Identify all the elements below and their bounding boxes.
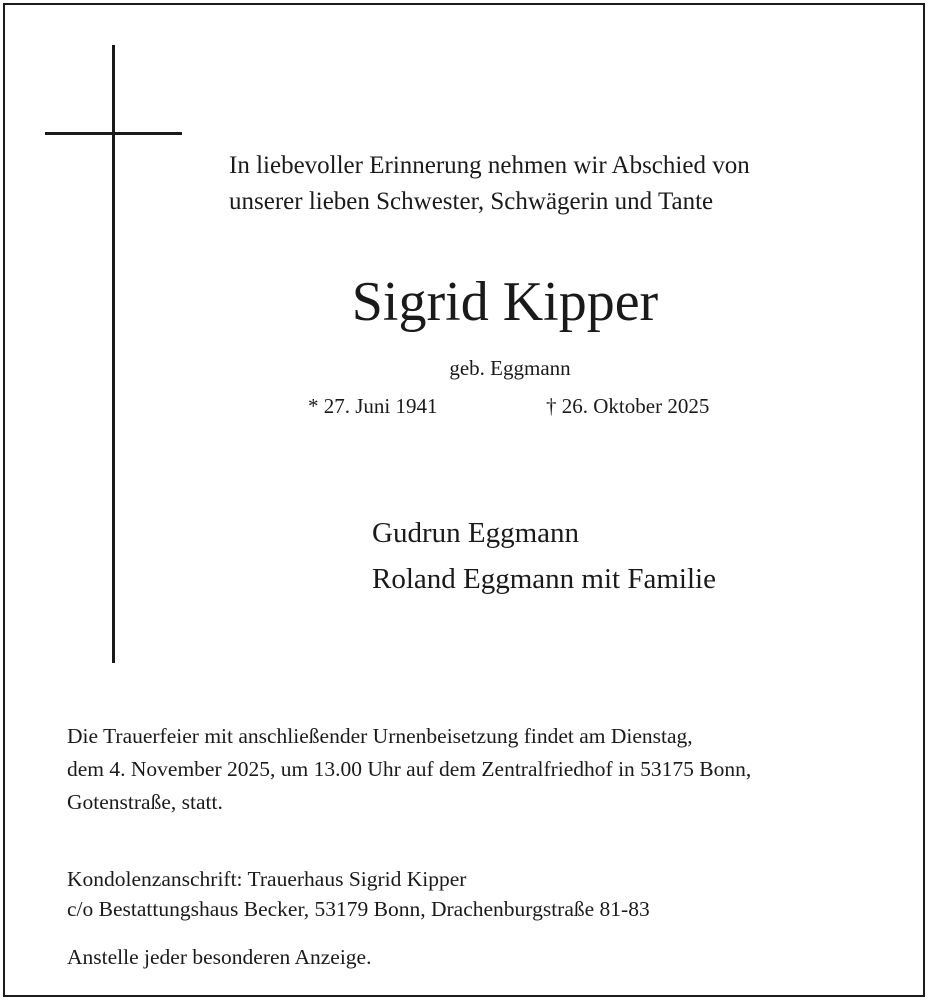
- death-date: † 26. Oktober 2025: [546, 394, 710, 418]
- ceremony-info: [67, 720, 887, 819]
- condolence-line-2: c/o Bestattungshaus Becker, 53179 Bonn, Drachenburgstraße 81-83: [67, 897, 650, 921]
- ceremony-line-3: Gotenstraße, statt.: [67, 790, 223, 814]
- cross-horizontal-bar: [45, 132, 182, 135]
- condolence-line-1: Kondolenzanschrift: Trauerhaus Sigrid Kipper: [67, 867, 467, 891]
- cross-vertical-bar: [112, 45, 115, 663]
- intro-text: [229, 148, 849, 220]
- birth-name: geb. Eggmann: [449, 356, 571, 380]
- deceased-name: Sigrid Kipper: [351, 271, 659, 333]
- mourner-name: Roland Eggmann mit Familie: [372, 563, 716, 595]
- condolence-address: [67, 864, 887, 924]
- birth-date: * 27. Juni 1941: [308, 394, 438, 418]
- mourners-list: [372, 510, 716, 602]
- ceremony-line-1: Die Trauerfeier mit anschließender Urnenbeisetzung findet am Dienstag,: [67, 724, 693, 748]
- intro-line-1: In liebevoller Erinnerung nehmen wir Abschied von: [229, 152, 750, 179]
- ceremony-line-2: dem 4. November 2025, um 13.00 Uhr auf dem Zentralfriedhof in 53175 Bonn,: [67, 757, 752, 781]
- mourner-name: Gudrun Eggmann: [372, 517, 579, 549]
- footnote-text: Anstelle jeder besonderen Anzeige.: [67, 945, 372, 969]
- intro-line-2: unserer lieben Schwester, Schwägerin und Tante: [229, 188, 714, 215]
